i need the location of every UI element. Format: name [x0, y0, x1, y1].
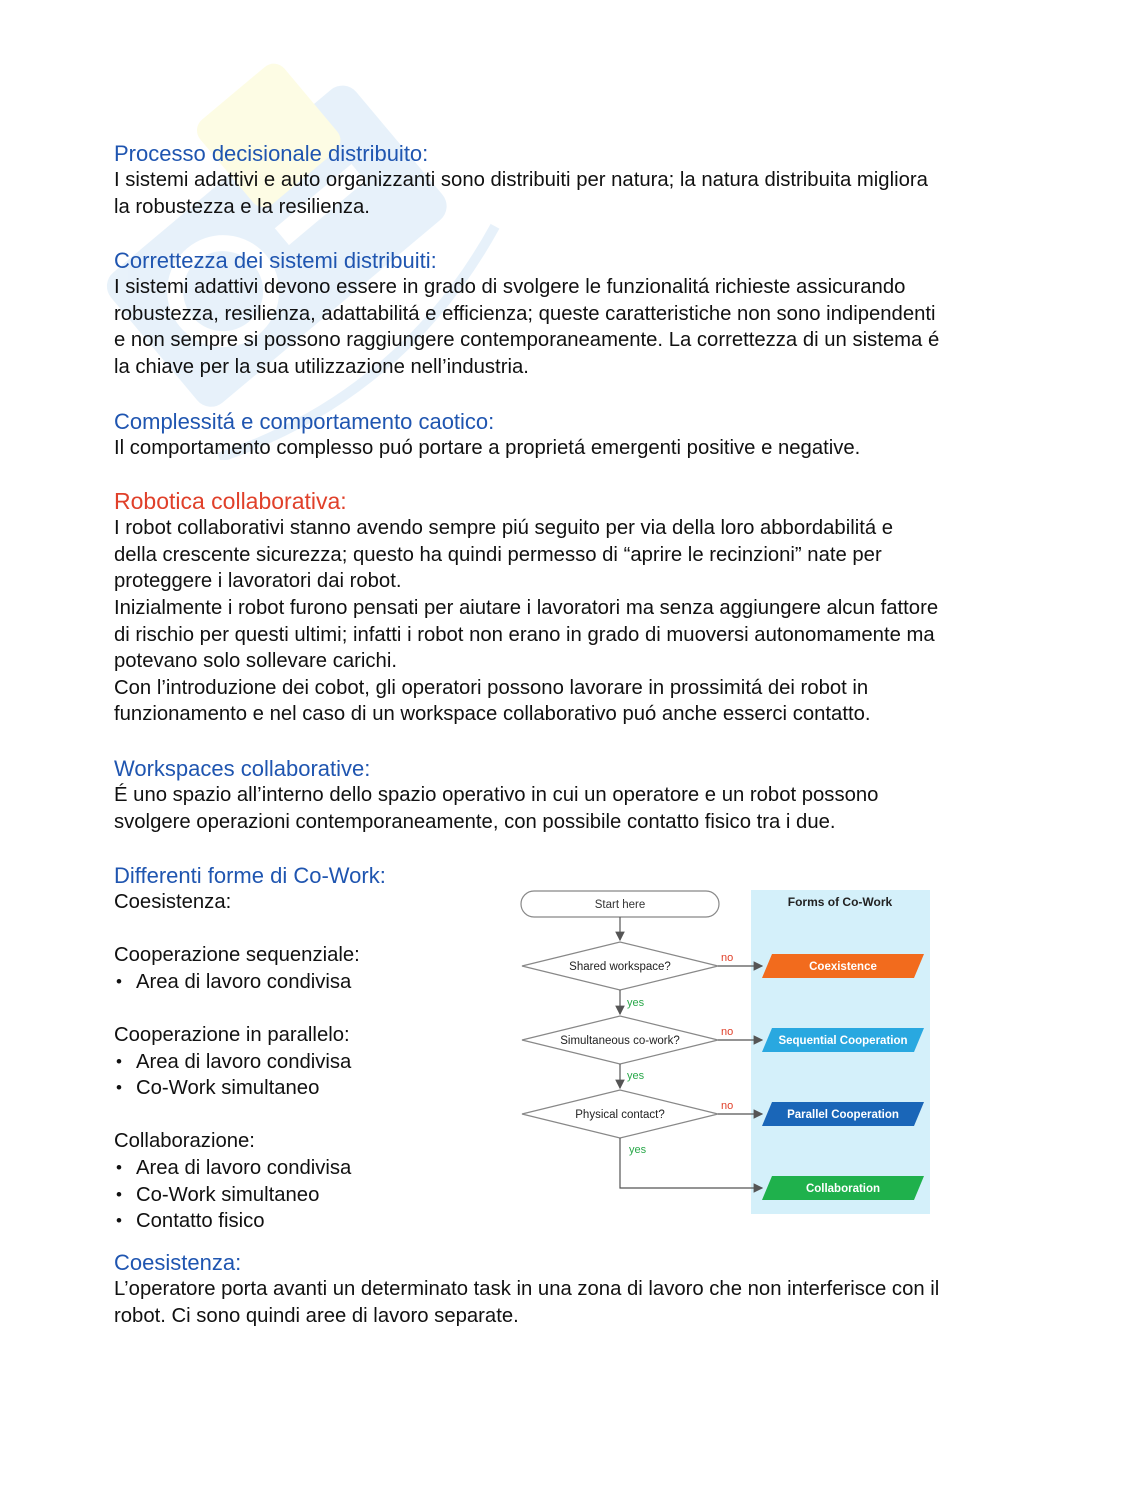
no-label: no [721, 1026, 734, 1039]
bullet-item: • Area di lavoro condivisa [114, 1155, 494, 1182]
section-title: Differenti forme di Co-Work: [114, 863, 386, 889]
section-title-highlight: Robotica collaborativa: [114, 488, 347, 515]
paragraph-line: Il comportamento complesso puó portare a proprietá emergenti positive e negative. [114, 436, 861, 459]
decision-label: Physical contact? [575, 1109, 665, 1122]
no-label: no [721, 952, 734, 965]
section-title: Coesistenza: [114, 1250, 242, 1276]
section-complessita [114, 408, 1044, 462]
outcome-label: Parallel Cooperation [787, 1109, 899, 1122]
paragraph-line: svolgere operazioni contemporaneamente, con possibile contatto fisico tra i due. [114, 810, 836, 833]
outcome-label: Collaboration [805, 1183, 881, 1196]
paragraph-line: la robustezza e la resilienza. [114, 195, 370, 218]
bullet-item: • Contatto fisico [114, 1208, 494, 1235]
decision-label: Simultaneous co-work? [560, 1035, 680, 1048]
paragraph-line: proteggere i lavoratori dai robot. [114, 570, 402, 593]
section-title: Processo decisionale distribuito: [114, 141, 429, 166]
section-title: Workspaces collaborative: [114, 755, 371, 781]
section-processo [114, 140, 1044, 220]
section-correttezza [114, 247, 1044, 380]
section-title: Complessitá e comportamento caotico: [114, 408, 495, 434]
yes-label: yes [629, 1144, 647, 1157]
forms-list [114, 862, 494, 1235]
paragraph-line: Inizialmente i robot furono pensati per aiutare i lavoratori ma senza aggiungere alcun fattore [114, 596, 939, 619]
group-name: Cooperazione in parallelo: [114, 1024, 350, 1047]
paragraph-line: della crescente sicurezza; questo ha quindi permesso di “aprire le recinzioni” nate per [114, 543, 882, 566]
outcome-label: Sequential Cooperation [778, 1035, 908, 1048]
bullet-item: • Co-Work simultaneo [114, 1075, 494, 1102]
bullet-item: • Area di lavoro condivisa [114, 969, 494, 996]
paragraph-line: di rischio per questi ultimi; infatti i robot non erano in grado di muoversi autonomamente ma [114, 623, 935, 646]
section-coesistenza [114, 1249, 1044, 1329]
paragraph-line: I sistemi adattivi devono essere in grado di svolgere le funzionalitá richieste assicurando [114, 276, 906, 299]
paragraph-line: É uno spazio all’interno dello spazio operativo in cui un operatore e un robot possono [114, 783, 879, 806]
section-forme [114, 862, 1044, 1233]
outcome-label: Coexistence [809, 961, 877, 974]
bullet-list [114, 1049, 494, 1102]
paragraph-line: e non sempre si possono raggiungere contemporaneamente. La correttezza di un sistema é [114, 329, 940, 352]
paragraph-line: I sistemi adattivi e auto organizzanti sono distribuiti per natura; la natura distribuita migliora [114, 169, 928, 191]
paragraph-line: robot. Ci sono quindi aree di lavoro separate. [114, 1304, 519, 1327]
cowork-flowchart [518, 890, 932, 1218]
document-page [114, 140, 1044, 1356]
bullet-list [114, 1155, 494, 1235]
paragraph-line: Con l’introduzione dei cobot, gli operatori possono lavorare in prossimitá dei robot in [114, 676, 869, 699]
group-name: Coesistenza: [114, 891, 232, 914]
section-robotica [114, 488, 1044, 728]
bullet-list [114, 969, 494, 996]
bullet-item: • Co-Work simultaneo [114, 1182, 494, 1209]
paragraph-line: potevano solo sollevare carichi. [114, 650, 397, 673]
paragraph-line: robustezza, resilienza, adattabilitá e efficienza; queste caratteristiche non sono indipendenti [114, 302, 936, 325]
bullet-item: • Area di lavoro condivisa [114, 1049, 494, 1076]
paragraph-line: L’operatore porta avanti un determinato task in una zona di lavoro che non interferisce con il [114, 1278, 940, 1301]
yes-label: yes [627, 997, 645, 1010]
section-workspaces [114, 755, 1044, 835]
section-title: Correttezza dei sistemi distribuiti: [114, 248, 437, 274]
decision-label: Shared workspace? [569, 961, 671, 974]
start-label: Start here [594, 899, 646, 912]
group-name: Cooperazione sequenziale: [114, 944, 360, 967]
yes-label: yes [627, 1070, 645, 1083]
paragraph-line: la chiave per la sua utilizzazione nell’industria. [114, 355, 529, 378]
group-name: Collaborazione: [114, 1130, 255, 1153]
paragraph-line: I robot collaborativi stanno avendo sempre piú seguito per via della loro abbordabilitá e [114, 517, 894, 540]
no-label: no [721, 1100, 734, 1113]
panel-title: Forms of Co-Work [787, 895, 893, 910]
paragraph-line: funzionamento e nel caso di un workspace collaborativo puó anche esserci contatto. [114, 703, 871, 726]
